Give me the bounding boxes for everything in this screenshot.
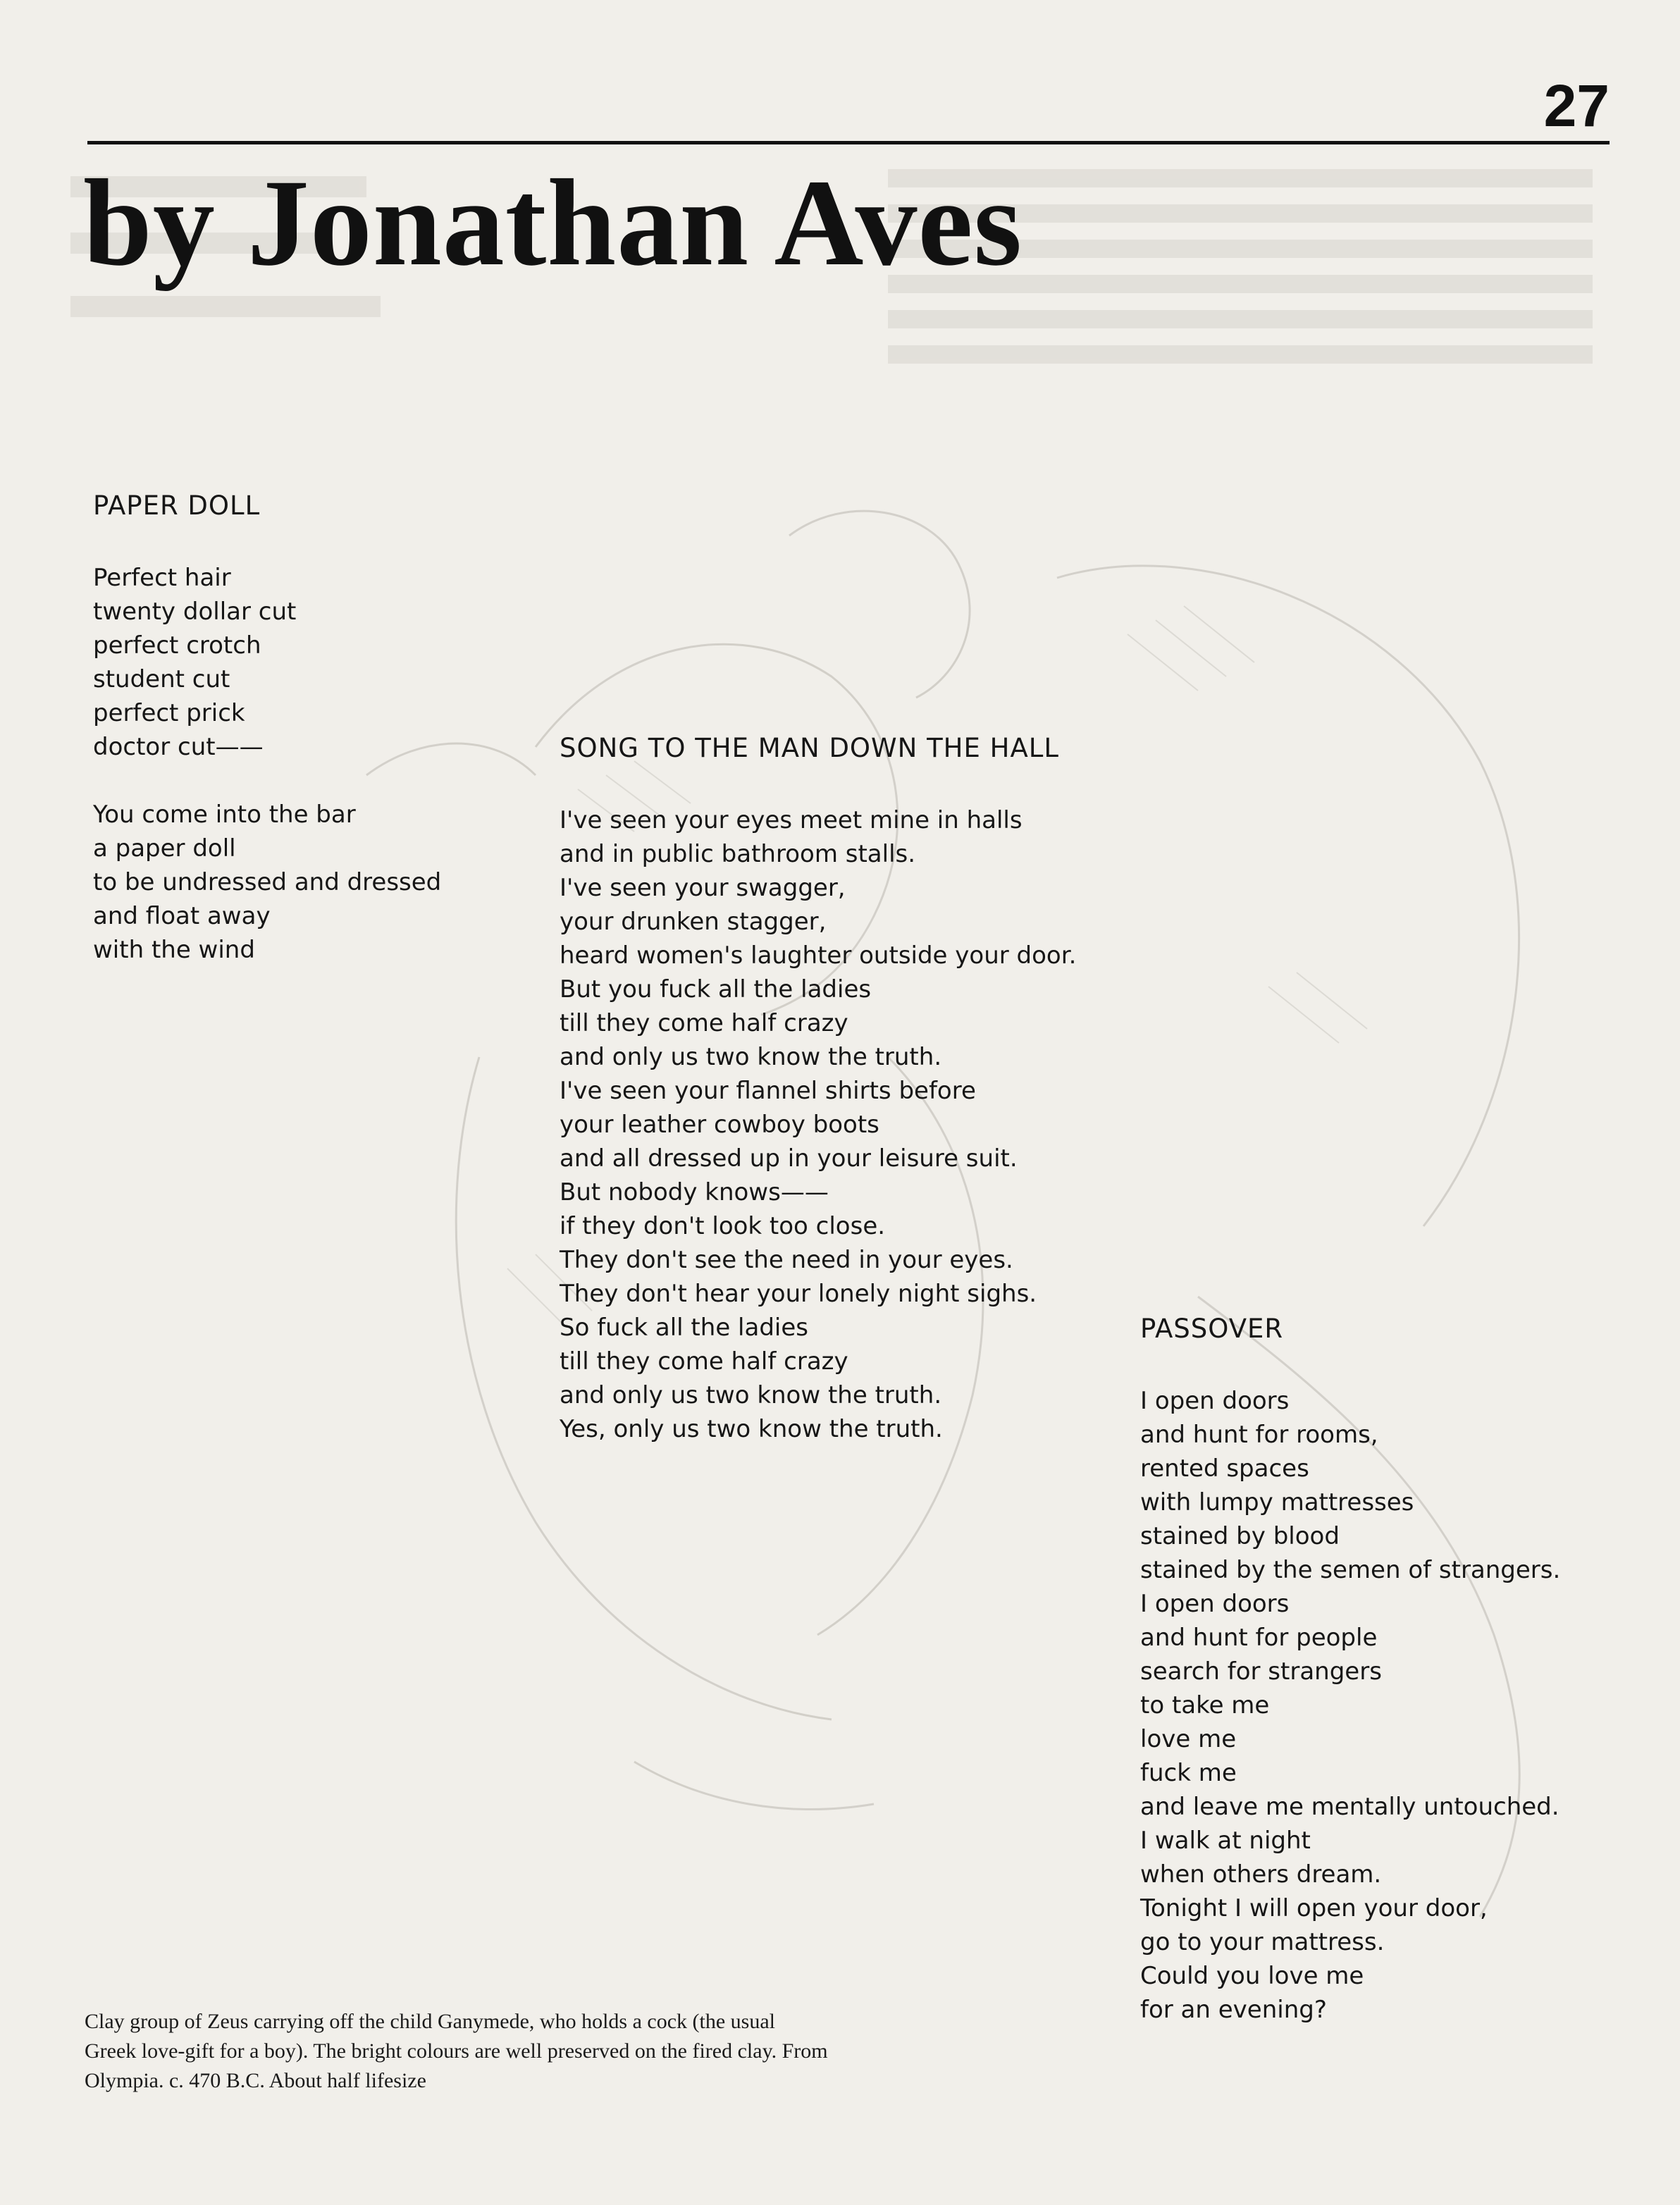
image-caption — [85, 2007, 1071, 2096]
poem-line: your drunken stagger, — [560, 908, 827, 937]
poem-line: rented spaces — [1140, 1454, 1309, 1483]
poem-line: They don't see the need in your eyes. — [560, 1246, 1013, 1275]
poem-line: till they come half crazy — [560, 1347, 848, 1376]
poem-line: and in public bathroom stalls. — [560, 840, 916, 869]
poem-line: fuck me — [1140, 1759, 1237, 1788]
poem-line: doctor cut—— — [93, 733, 264, 762]
poem-line: You come into the bar — [93, 801, 356, 829]
poem-line: search for strangers — [1140, 1657, 1382, 1686]
poem-line: and hunt for rooms, — [1140, 1421, 1378, 1450]
poem-passover — [1140, 1314, 1560, 2061]
poem-line: with lumpy mattresses — [1140, 1488, 1414, 1517]
poem-stanza — [93, 798, 441, 967]
poem-line: till they come half crazy — [560, 1009, 848, 1038]
poem-line: I've seen your eyes meet mine in halls — [560, 806, 1023, 835]
poem-line: go to your mattress. — [1140, 1928, 1385, 1957]
poem-title: PAPER DOLL — [93, 490, 261, 521]
poem-line: and float away — [93, 902, 271, 931]
caption-line: Clay group of Zeus carrying off the child Ganymede, who holds a cock (the usual — [85, 2010, 776, 2033]
poem-line: love me — [1140, 1725, 1237, 1754]
poem-line: I've seen your swagger, — [560, 874, 846, 903]
poem-line: stained by the semen of strangers. — [1140, 1556, 1561, 1585]
poem-line: student cut — [93, 665, 230, 694]
poem-line: I open doors — [1140, 1387, 1290, 1416]
poem-stanza — [560, 803, 1076, 1446]
poem-line: Perfect hair — [93, 564, 231, 593]
poem-line: your leather cowboy boots — [560, 1111, 879, 1139]
poem-line: and only us two know the truth. — [560, 1381, 942, 1410]
poem-line: and hunt for people — [1140, 1624, 1378, 1653]
poem-line: with the wind — [93, 936, 255, 965]
poem-line: perfect prick — [93, 699, 245, 728]
poem-line: and only us two know the truth. — [560, 1043, 942, 1072]
header-rule — [87, 141, 1610, 144]
poem-line: So fuck all the ladies — [560, 1314, 808, 1342]
poem-line: when others dream. — [1140, 1860, 1382, 1889]
poem-line: to be undressed and dressed — [93, 868, 442, 897]
page-number: 27 — [1543, 73, 1610, 139]
poem-line: I open doors — [1140, 1590, 1290, 1619]
poem-line: to take me — [1140, 1691, 1270, 1720]
poem-line: Tonight I will open your door, — [1140, 1894, 1488, 1923]
caption-line: Olympia. c. 470 B.C. About half lifesize — [85, 2069, 426, 2092]
poem-line: But you fuck all the ladies — [560, 975, 872, 1004]
poem-line: a paper doll — [93, 834, 236, 863]
poem-line: I walk at night — [1140, 1827, 1311, 1855]
poem-line: heard women's laughter outside your door. — [560, 941, 1077, 970]
poem-line: for an evening? — [1140, 1996, 1327, 2025]
poem-line: and all dressed up in your leisure suit. — [560, 1144, 1018, 1173]
poem-line: and leave me mentally untouched. — [1140, 1793, 1559, 1822]
caption-line: Greek love-gift for a boy). The bright colours are well preserved on the fired clay. From — [85, 2039, 828, 2063]
poem-song-to-the-man-down-the-hall — [560, 733, 1076, 1480]
poem-line: Yes, only us two know the truth. — [560, 1415, 943, 1444]
poem-line: stained by blood — [1140, 1522, 1340, 1551]
poem-stanza — [1140, 1384, 1560, 2027]
poem-line: They don't hear your lonely night sighs. — [560, 1280, 1037, 1309]
poem-paper-doll — [93, 490, 441, 1001]
poem-line: perfect crotch — [93, 631, 261, 660]
poem-stanza — [93, 561, 441, 764]
poem-line: twenty dollar cut — [93, 598, 297, 626]
poem-title: SONG TO THE MAN DOWN THE HALL — [560, 733, 1060, 763]
poem-line: I've seen your flannel shirts before — [560, 1077, 976, 1106]
author-byline: by Jonathan Aves — [83, 154, 1023, 292]
poem-title: PASSOVER — [1140, 1314, 1284, 1344]
poem-line: if they don't look too close. — [560, 1212, 886, 1241]
poem-line: Could you love me — [1140, 1962, 1364, 1991]
poem-line: But nobody knows—— — [560, 1178, 829, 1207]
